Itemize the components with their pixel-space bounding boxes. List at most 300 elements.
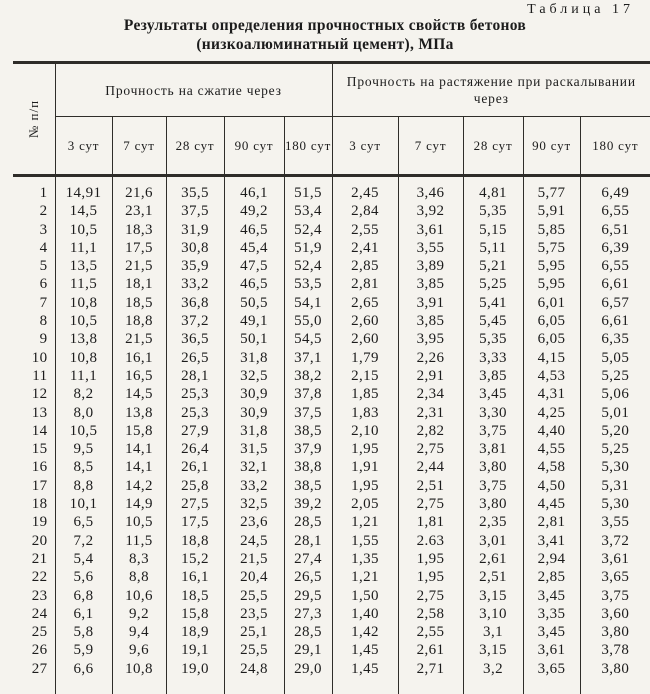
data-cell: 8,8 (55, 477, 112, 495)
data-cell: 2,75 (398, 495, 463, 513)
data-cell: 2,26 (398, 349, 463, 367)
data-cell: 2,15 (332, 367, 398, 385)
data-cell: 1,45 (332, 641, 398, 659)
data-cell: 36,8 (166, 294, 224, 312)
row-number-cell: 19 (13, 513, 55, 531)
data-cell: 10,5 (55, 221, 112, 239)
data-cell: 18,8 (166, 532, 224, 550)
data-cell: 13,5 (55, 257, 112, 275)
data-cell: 3,75 (580, 587, 650, 605)
table-row (13, 605, 650, 623)
data-cell: 3,89 (398, 257, 463, 275)
data-cell: 25,8 (166, 477, 224, 495)
data-cell: 30,8 (166, 239, 224, 257)
data-cell: 32,5 (224, 367, 284, 385)
data-cell: 8,8 (112, 568, 166, 586)
data-cell: 3,80 (463, 495, 523, 513)
data-cell: 10,5 (55, 422, 112, 440)
data-cell: 23,6 (224, 513, 284, 531)
table-header (13, 63, 650, 176)
data-cell: 5,25 (463, 275, 523, 293)
data-cell: 38,8 (284, 458, 332, 476)
data-cell: 3,92 (398, 202, 463, 220)
data-cell: 32,5 (224, 495, 284, 513)
data-cell: 3,15 (463, 641, 523, 659)
data-cell: 2,10 (332, 422, 398, 440)
data-cell: 1,95 (398, 568, 463, 586)
data-cell: 1,95 (332, 440, 398, 458)
spacer-cell (398, 678, 463, 694)
data-cell: 4,55 (523, 440, 580, 458)
data-cell: 33,2 (166, 275, 224, 293)
data-cell: 15,8 (112, 422, 166, 440)
data-cell: 1,83 (332, 404, 398, 422)
row-number-header (13, 63, 55, 176)
data-cell: 28,5 (284, 623, 332, 641)
column-header: 90 сут (224, 117, 284, 176)
row-number-cell: 21 (13, 550, 55, 568)
data-cell: 15,8 (166, 605, 224, 623)
data-cell: 3,65 (580, 568, 650, 586)
data-cell: 3,72 (580, 532, 650, 550)
table-row (13, 495, 650, 513)
data-cell: 2,51 (398, 477, 463, 495)
row-number-cell: 17 (13, 477, 55, 495)
row-number-cell: 6 (13, 275, 55, 293)
column-header: 90 сут (523, 117, 580, 176)
data-cell: 26,5 (166, 349, 224, 367)
data-cell: 3,81 (463, 440, 523, 458)
data-cell: 3,80 (580, 660, 650, 678)
spacer-cell (523, 678, 580, 694)
data-cell: 2,91 (398, 367, 463, 385)
row-number-cell: 12 (13, 385, 55, 403)
row-number-cell: 2 (13, 202, 55, 220)
data-cell: 2,71 (398, 660, 463, 678)
data-cell: 25,1 (224, 623, 284, 641)
row-number-cell: 11 (13, 367, 55, 385)
data-cell: 3,10 (463, 605, 523, 623)
row-number-cell: 15 (13, 440, 55, 458)
data-cell: 31,8 (224, 349, 284, 367)
data-cell: 3,60 (580, 605, 650, 623)
row-number-cell: 23 (13, 587, 55, 605)
table-row (13, 404, 650, 422)
data-cell: 23,5 (224, 605, 284, 623)
spacer-cell (55, 678, 112, 694)
data-cell: 36,5 (166, 330, 224, 348)
data-cell: 53,4 (284, 202, 332, 220)
data-cell: 3,46 (398, 176, 463, 203)
data-cell: 3,80 (463, 458, 523, 476)
data-cell: 28,1 (284, 532, 332, 550)
data-cell: 6,1 (55, 605, 112, 623)
data-cell: 5,91 (523, 202, 580, 220)
group-header-row (13, 63, 650, 117)
table-row (13, 568, 650, 586)
data-cell: 3,85 (398, 312, 463, 330)
data-cell: 3,78 (580, 641, 650, 659)
row-number-cell: 18 (13, 495, 55, 513)
table-number-label: Таблица 17 (527, 2, 634, 18)
data-cell: 5,6 (55, 568, 112, 586)
data-cell: 9,5 (55, 440, 112, 458)
data-cell: 9,4 (112, 623, 166, 641)
data-cell: 3,1 (463, 623, 523, 641)
row-number-cell: 25 (13, 623, 55, 641)
table-row (13, 550, 650, 568)
data-cell: 5,15 (463, 221, 523, 239)
data-cell: 31,8 (224, 422, 284, 440)
data-cell: 14,1 (112, 440, 166, 458)
data-cell: 2,05 (332, 495, 398, 513)
data-cell: 29,5 (284, 587, 332, 605)
data-cell: 2,94 (523, 550, 580, 568)
data-cell: 51,5 (284, 176, 332, 203)
table-row (13, 458, 650, 476)
data-cell: 55,0 (284, 312, 332, 330)
data-cell: 3,45 (463, 385, 523, 403)
table-row (13, 385, 650, 403)
data-cell: 2,55 (398, 623, 463, 641)
data-cell: 21,5 (112, 330, 166, 348)
data-cell: 6,61 (580, 275, 650, 293)
data-cell: 54,1 (284, 294, 332, 312)
data-cell: 3,61 (523, 641, 580, 659)
data-cell: 37,5 (284, 404, 332, 422)
data-cell: 5,25 (580, 440, 650, 458)
data-cell: 6,55 (580, 257, 650, 275)
data-cell: 5,31 (580, 477, 650, 495)
data-cell: 3,30 (463, 404, 523, 422)
data-cell: 1,55 (332, 532, 398, 550)
data-cell: 6,8 (55, 587, 112, 605)
data-cell: 30,9 (224, 385, 284, 403)
row-number-cell: 3 (13, 221, 55, 239)
data-cell: 20,4 (224, 568, 284, 586)
data-cell: 27,9 (166, 422, 224, 440)
table-row (13, 513, 650, 531)
data-cell: 3,55 (398, 239, 463, 257)
row-number-cell: 14 (13, 422, 55, 440)
data-cell: 11,5 (112, 532, 166, 550)
data-cell: 2,44 (398, 458, 463, 476)
data-cell: 46,5 (224, 275, 284, 293)
data-cell: 21,5 (224, 550, 284, 568)
data-cell: 5,41 (463, 294, 523, 312)
data-cell: 14,1 (112, 458, 166, 476)
column-header: 180 сут (284, 117, 332, 176)
data-cell: 11,1 (55, 367, 112, 385)
table-row (13, 239, 650, 257)
data-cell: 32,1 (224, 458, 284, 476)
data-cell: 37,1 (284, 349, 332, 367)
data-cell: 14,91 (55, 176, 112, 203)
data-cell: 49,1 (224, 312, 284, 330)
data-cell: 10,5 (55, 312, 112, 330)
data-cell: 5,45 (463, 312, 523, 330)
data-cell: 11,1 (55, 239, 112, 257)
table-row (13, 422, 650, 440)
data-cell: 3,2 (463, 660, 523, 678)
data-cell: 53,5 (284, 275, 332, 293)
data-cell: 2,45 (332, 176, 398, 203)
data-cell: 3,80 (580, 623, 650, 641)
data-cell: 3,01 (463, 532, 523, 550)
data-cell: 2,84 (332, 202, 398, 220)
data-cell: 46,5 (224, 221, 284, 239)
data-cell: 33,2 (224, 477, 284, 495)
data-cell: 7,2 (55, 532, 112, 550)
data-cell: 1,50 (332, 587, 398, 605)
spacer-cell (112, 678, 166, 694)
data-cell: 5,30 (580, 458, 650, 476)
data-cell: 3,85 (398, 275, 463, 293)
data-cell: 46,1 (224, 176, 284, 203)
data-cell: 28,1 (166, 367, 224, 385)
data-cell: 47,5 (224, 257, 284, 275)
data-cell: 10,5 (112, 513, 166, 531)
table-row (13, 294, 650, 312)
column-header: 28 сут (166, 117, 224, 176)
data-cell: 19,0 (166, 660, 224, 678)
data-cell: 35,9 (166, 257, 224, 275)
data-cell: 3,75 (463, 422, 523, 440)
subheader-row (13, 117, 650, 176)
data-cell: 16,1 (112, 349, 166, 367)
data-cell: 38,5 (284, 477, 332, 495)
data-cell: 14,5 (55, 202, 112, 220)
data-cell: 4,81 (463, 176, 523, 203)
data-cell: 10,1 (55, 495, 112, 513)
row-number-cell: 24 (13, 605, 55, 623)
row-number-cell: 8 (13, 312, 55, 330)
data-cell: 23,1 (112, 202, 166, 220)
data-cell: 18,8 (112, 312, 166, 330)
data-cell: 2,81 (523, 513, 580, 531)
column-header: 3 сут (55, 117, 112, 176)
data-cell: 37,2 (166, 312, 224, 330)
data-cell: 5,25 (580, 367, 650, 385)
data-cell: 3,41 (523, 532, 580, 550)
table-row (13, 330, 650, 348)
data-cell: 6,55 (580, 202, 650, 220)
data-cell: 5,35 (463, 202, 523, 220)
data-cell: 4,50 (523, 477, 580, 495)
table-row (13, 221, 650, 239)
spacer-cell (332, 678, 398, 694)
data-cell: 25,5 (224, 641, 284, 659)
data-cell: 2,85 (332, 257, 398, 275)
data-cell: 2,85 (523, 568, 580, 586)
data-cell: 26,1 (166, 458, 224, 476)
row-number-cell: 9 (13, 330, 55, 348)
data-cell: 2,51 (463, 568, 523, 586)
data-cell: 3,15 (463, 587, 523, 605)
row-number-cell: 13 (13, 404, 55, 422)
data-cell: 2,35 (463, 513, 523, 531)
data-cell: 4,53 (523, 367, 580, 385)
data-cell: 1,79 (332, 349, 398, 367)
data-cell: 10,8 (55, 294, 112, 312)
data-cell: 5,11 (463, 239, 523, 257)
data-cell: 15,2 (166, 550, 224, 568)
data-cell: 5,8 (55, 623, 112, 641)
data-cell: 5,35 (463, 330, 523, 348)
data-cell: 21,6 (112, 176, 166, 203)
data-cell: 9,2 (112, 605, 166, 623)
data-cell: 3,55 (580, 513, 650, 531)
data-cell: 14,2 (112, 477, 166, 495)
row-number-cell: 22 (13, 568, 55, 586)
data-cell: 5,01 (580, 404, 650, 422)
data-cell: 52,4 (284, 221, 332, 239)
data-cell: 29,0 (284, 660, 332, 678)
data-cell: 27,4 (284, 550, 332, 568)
data-cell: 2,60 (332, 312, 398, 330)
data-cell: 6,57 (580, 294, 650, 312)
data-cell: 51,9 (284, 239, 332, 257)
data-cell: 8,3 (112, 550, 166, 568)
data-cell: 2,34 (398, 385, 463, 403)
table-row (13, 641, 650, 659)
data-cell: 6,05 (523, 312, 580, 330)
data-cell: 24,8 (224, 660, 284, 678)
data-cell: 5,21 (463, 257, 523, 275)
data-cell: 25,3 (166, 385, 224, 403)
data-cell: 5,9 (55, 641, 112, 659)
column-header: 180 сут (580, 117, 650, 176)
data-cell: 2,60 (332, 330, 398, 348)
table-body (13, 176, 650, 694)
table-row (13, 257, 650, 275)
data-cell: 16,5 (112, 367, 166, 385)
results-table (13, 61, 650, 694)
data-cell: 3,45 (523, 623, 580, 641)
data-cell: 8,2 (55, 385, 112, 403)
data-cell: 4,40 (523, 422, 580, 440)
group-header-tension: Прочность на растяжение при раскалывании через (332, 63, 650, 117)
row-number-cell: 26 (13, 641, 55, 659)
data-cell: 30,9 (224, 404, 284, 422)
table-row (13, 532, 650, 550)
data-cell: 6,6 (55, 660, 112, 678)
data-cell: 17,5 (112, 239, 166, 257)
spacer-cell (284, 678, 332, 694)
data-cell: 1,45 (332, 660, 398, 678)
data-cell: 6,39 (580, 239, 650, 257)
data-cell: 6,35 (580, 330, 650, 348)
spacer-cell (166, 678, 224, 694)
data-cell: 3,61 (398, 221, 463, 239)
data-cell: 1,35 (332, 550, 398, 568)
data-cell: 18,3 (112, 221, 166, 239)
table-row (13, 275, 650, 293)
data-cell: 5,95 (523, 257, 580, 275)
document-title (0, 17, 650, 54)
data-cell: 18,5 (112, 294, 166, 312)
row-number-cell: 5 (13, 257, 55, 275)
data-cell: 4,25 (523, 404, 580, 422)
data-cell: 2,65 (332, 294, 398, 312)
row-number-cell: 27 (13, 660, 55, 678)
table-row (13, 312, 650, 330)
data-cell: 5,06 (580, 385, 650, 403)
data-cell: 39,2 (284, 495, 332, 513)
data-cell: 21,5 (112, 257, 166, 275)
data-cell: 2,58 (398, 605, 463, 623)
data-cell: 4,15 (523, 349, 580, 367)
data-cell: 25,5 (224, 587, 284, 605)
data-cell: 1,95 (332, 477, 398, 495)
column-header: 3 сут (332, 117, 398, 176)
data-cell: 5,20 (580, 422, 650, 440)
data-cell: 27,3 (284, 605, 332, 623)
row-number-cell: 10 (13, 349, 55, 367)
data-cell: 16,1 (166, 568, 224, 586)
table-row (13, 440, 650, 458)
data-cell: 14,9 (112, 495, 166, 513)
data-cell: 10,6 (112, 587, 166, 605)
data-cell: 6,49 (580, 176, 650, 203)
data-cell: 4,31 (523, 385, 580, 403)
data-cell: 2,75 (398, 440, 463, 458)
data-cell: 2,61 (463, 550, 523, 568)
row-number-header-label: № п/п (26, 100, 42, 138)
data-cell: 1,91 (332, 458, 398, 476)
data-cell: 3,91 (398, 294, 463, 312)
table-row (13, 587, 650, 605)
table-row (13, 477, 650, 495)
data-cell: 1,81 (398, 513, 463, 531)
data-cell: 17,5 (166, 513, 224, 531)
data-cell: 27,5 (166, 495, 224, 513)
table-row (13, 367, 650, 385)
data-cell: 1,21 (332, 513, 398, 531)
group-header-compression: Прочность на сжатие через (55, 63, 332, 117)
data-cell: 28,5 (284, 513, 332, 531)
column-header: 28 сут (463, 117, 523, 176)
data-cell: 5,4 (55, 550, 112, 568)
data-cell: 2,82 (398, 422, 463, 440)
spacer-cell (13, 678, 55, 694)
data-cell: 2.63 (398, 532, 463, 550)
data-cell: 10,8 (112, 660, 166, 678)
data-cell: 4,45 (523, 495, 580, 513)
spacer-cell (224, 678, 284, 694)
data-cell: 37,8 (284, 385, 332, 403)
data-cell: 3,35 (523, 605, 580, 623)
data-cell: 6,61 (580, 312, 650, 330)
data-cell: 25,3 (166, 404, 224, 422)
data-cell: 5,85 (523, 221, 580, 239)
spacer-cell (580, 678, 650, 694)
data-cell: 24,5 (224, 532, 284, 550)
data-cell: 3,75 (463, 477, 523, 495)
data-cell: 6,05 (523, 330, 580, 348)
data-cell: 5,05 (580, 349, 650, 367)
data-cell: 2,41 (332, 239, 398, 257)
table-row (13, 176, 650, 203)
data-cell: 3,65 (523, 660, 580, 678)
data-cell: 10,8 (55, 349, 112, 367)
data-cell: 29,1 (284, 641, 332, 659)
data-cell: 31,9 (166, 221, 224, 239)
row-number-cell: 16 (13, 458, 55, 476)
data-cell: 26,4 (166, 440, 224, 458)
data-cell: 2,31 (398, 404, 463, 422)
data-cell: 1,42 (332, 623, 398, 641)
